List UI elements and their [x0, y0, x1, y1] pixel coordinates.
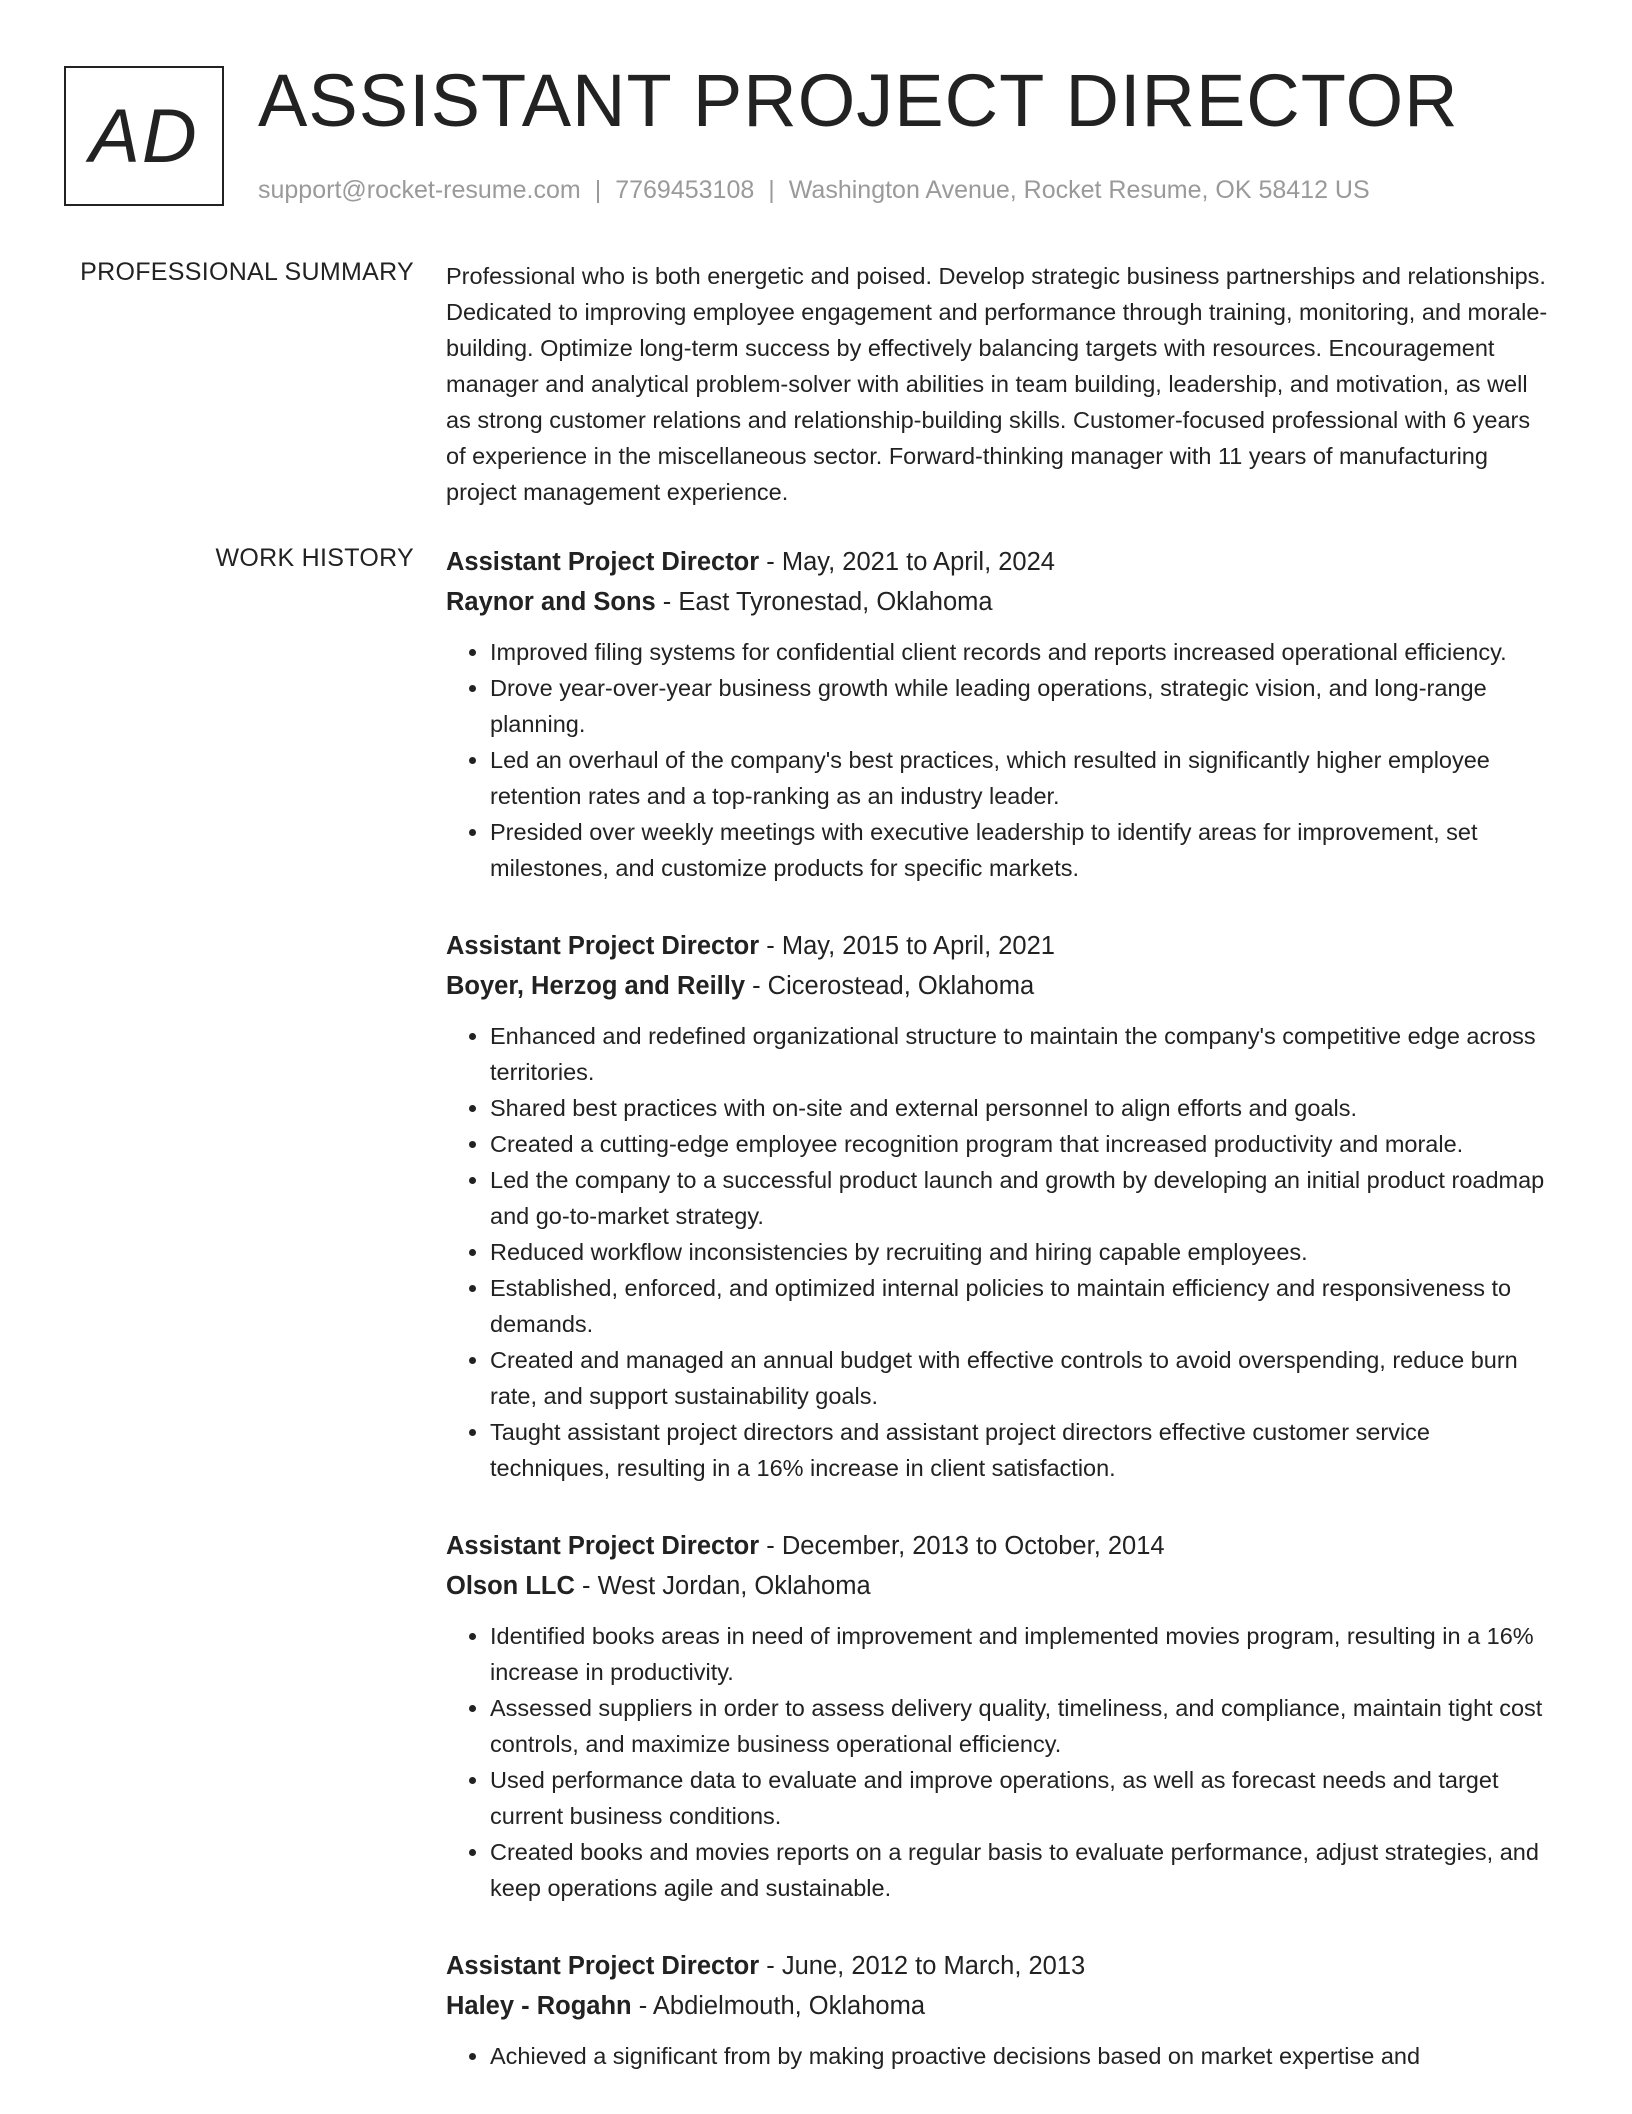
job-bullet: • Improved filing systems for confidential client records and reports increased operational efficiency.	[490, 634, 1556, 670]
contact-separator: |	[594, 176, 602, 204]
summary-text: Professional who is both energetic and poised. Develop strategic business partnerships and relationships. Dedicated to improving employee engagement and performance through training, monitoring, and morale-building. Optimize long-term success by effectively balancing targets with resources. Encouragement manager and analytical problem-solver with abilities in team building, leadership, and motivation, as well as strong customer relations and relationship-building skills. Customer-focused professional with 6 years of experience in the miscellaneous sector. Forward-thinking manager with 11 years of manufacturing project management experience.	[446, 263, 1548, 505]
job-bullets	[446, 1618, 1556, 1906]
work-history-label: WORK HISTORY	[215, 544, 414, 572]
job-title-line	[446, 1946, 1556, 1986]
job-bullet: • Assessed suppliers in order to assess delivery quality, timeliness, and compliance, maintain tight cost controls, and maximize business operational efficiency.	[490, 1690, 1556, 1762]
job-bullet: • Created and managed an annual budget with effective controls to avoid overspending, reduce burn rate, and support sustainability goals.	[490, 1342, 1556, 1414]
job-title: Assistant Project Director	[446, 1532, 760, 1560]
job-title: Assistant Project Director	[446, 1952, 760, 1980]
job-dates: - May, 2021 to April, 2024	[759, 548, 1055, 576]
work-history-body	[446, 542, 1556, 2114]
contact-email: support@rocket-resume.com	[258, 176, 581, 204]
job-dates: - June, 2012 to March, 2013	[759, 1952, 1086, 1980]
job-company: Olson LLC	[446, 1572, 575, 1600]
contact-phone: 7769453108	[615, 176, 755, 204]
job-location: - Cicerostead, Oklahoma	[745, 972, 1035, 1000]
contact-separator: |	[768, 176, 775, 204]
job-location: - East Tyronestad, Oklahoma	[655, 588, 993, 616]
job-bullet: • Used performance data to evaluate and improve operations, as well as forecast needs and target current business conditions.	[490, 1762, 1556, 1834]
job-bullets	[446, 2038, 1556, 2074]
contact-line	[258, 176, 1370, 205]
job-bullet: • Shared best practices with on-site and external personnel to align efforts and goals.	[490, 1090, 1556, 1126]
job-company-line	[446, 1566, 1556, 1606]
job-dates: - May, 2015 to April, 2021	[759, 932, 1055, 960]
job-dates: - December, 2013 to October, 2014	[759, 1532, 1165, 1560]
job-entry	[446, 542, 1556, 886]
job-title-line	[446, 542, 1556, 582]
job-company-line	[446, 582, 1556, 622]
job-bullet: • Drove year-over-year business growth while leading operations, strategic vision, and long-range planning.	[490, 670, 1556, 742]
job-bullet: • Led an overhaul of the company's best practices, which resulted in significantly higher employee retention rates and a top-ranking as an industry leader.	[490, 742, 1556, 814]
job-bullets	[446, 1018, 1556, 1486]
job-title-line	[446, 926, 1556, 966]
job-bullets	[446, 634, 1556, 886]
job-company: Haley - Rogahn	[446, 1992, 632, 2020]
summary-body	[446, 258, 1556, 510]
job-title-line	[446, 1526, 1556, 1566]
summary-label: PROFESSIONAL SUMMARY	[80, 258, 414, 286]
job-bullet: • Created a cutting-edge employee recognition program that increased productivity and morale.	[490, 1126, 1556, 1162]
job-bullet: • Identified books areas in need of improvement and implemented movies program, resulting in a 16% increase in productivity.	[490, 1618, 1556, 1690]
job-bullet: • Presided over weekly meetings with executive leadership to identify areas for improvement, set milestones, and customize products for specific markets.	[490, 814, 1556, 886]
job-location: - Abdielmouth, Oklahoma	[631, 1992, 926, 2020]
job-bullet: • Enhanced and redefined organizational structure to maintain the company's competitive edge across territories.	[490, 1018, 1556, 1090]
job-company: Raynor and Sons	[446, 588, 656, 616]
job-title: Assistant Project Director	[446, 932, 760, 960]
job-company-line	[446, 1986, 1556, 2026]
job-bullet: • Led the company to a successful product launch and growth by developing an initial product roadmap and go-to-market strategy.	[490, 1162, 1556, 1234]
contact-address: Washington Avenue, Rocket Resume, OK 58412 US	[788, 176, 1370, 204]
job-company-line	[446, 966, 1556, 1006]
job-bullet: • Established, enforced, and optimized internal policies to maintain efficiency and responsiveness to demands.	[490, 1270, 1556, 1342]
job-company: Boyer, Herzog and Reilly	[446, 972, 746, 1000]
job-bullet: • Taught assistant project directors and assistant project directors effective customer service techniques, resulting in a 16% increase in client satisfaction.	[490, 1414, 1556, 1486]
job-bullet: • Created books and movies reports on a regular basis to evaluate performance, adjust strategies, and keep operations agile and sustainable.	[490, 1834, 1556, 1906]
job-entry	[446, 1946, 1556, 2074]
job-bullet: • Reduced workflow inconsistencies by recruiting and hiring capable employees.	[490, 1234, 1556, 1270]
resume-title: ASSISTANT PROJECT DIRECTOR	[258, 59, 1459, 142]
job-location: - West Jordan, Oklahoma	[574, 1572, 871, 1600]
monogram-initials: AD	[89, 93, 199, 179]
job-bullet: • Achieved a significant from by making proactive decisions based on market expertise and	[490, 2038, 1556, 2074]
job-title: Assistant Project Director	[446, 548, 760, 576]
job-entry	[446, 926, 1556, 1486]
monogram-box	[64, 66, 224, 206]
job-entry	[446, 1526, 1556, 1906]
